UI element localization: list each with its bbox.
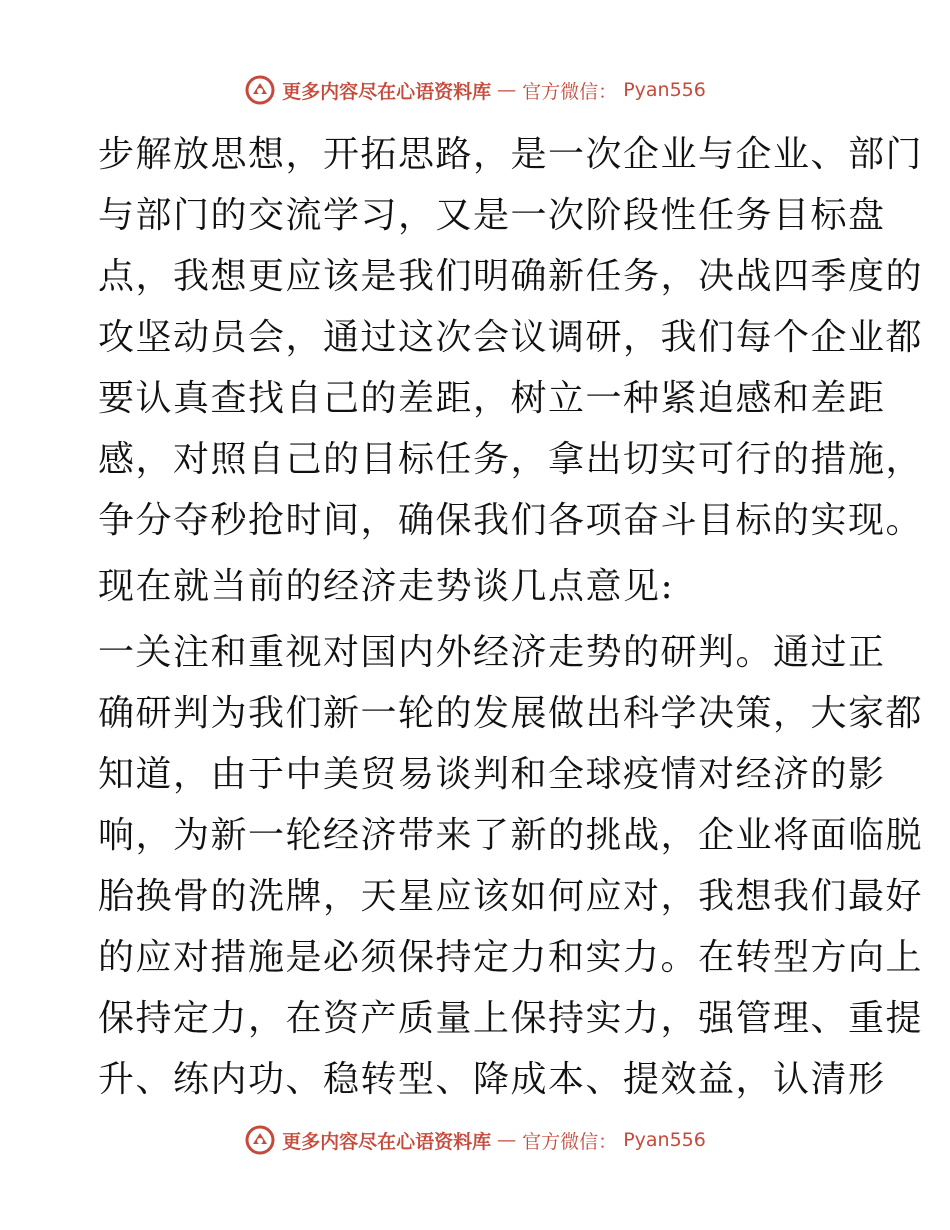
text-line: 一关注和重视对国内外经济走势的研判。通过正 bbox=[98, 632, 886, 673]
text-line: 步解放思想，开拓思路，是一次企业与企业、部门 bbox=[98, 134, 924, 175]
text-line: 的应对措施是必须保持定力和实力。在转型方向上 bbox=[98, 937, 924, 978]
watermark-official-label: 官方微信： bbox=[522, 80, 618, 103]
watermark-official-label: 官方微信： bbox=[522, 1130, 618, 1153]
logo-icon bbox=[244, 1124, 276, 1156]
logo-icon bbox=[244, 74, 276, 106]
text-line: 攻坚动员会，通过这次会议调研，我们每个企业都 bbox=[98, 317, 924, 358]
text-line: 感，对照自己的目标任务，拿出切实可行的措施， bbox=[98, 439, 924, 480]
watermark-wechat-id: Pyan556 bbox=[623, 1129, 706, 1151]
text-line: 确研判为我们新一轮的发展做出科学决策，大家都 bbox=[98, 693, 924, 734]
text-line: 与部门的交流学习，又是一次阶段性任务目标盘 bbox=[98, 195, 886, 236]
watermark-text: 更多内容尽在心语资料库 bbox=[282, 80, 492, 103]
document-body bbox=[98, 124, 924, 1110]
paragraph-2 bbox=[98, 556, 858, 617]
footer-watermark bbox=[0, 1120, 950, 1160]
header-watermark bbox=[0, 70, 950, 110]
text-line: 升、练内功、稳转型、降成本、提效益，认清形 bbox=[98, 1059, 886, 1100]
text-line: 点，我想更应该是我们明确新任务，决战四季度的 bbox=[98, 256, 924, 297]
text-line: 响，为新一轮经济带来了新的挑战，企业将面临脱 bbox=[98, 815, 924, 856]
paragraph-1 bbox=[98, 124, 924, 551]
text-line: 胎换骨的洗牌，天星应该如何应对，我想我们最好 bbox=[98, 876, 924, 917]
watermark-text: 更多内容尽在心语资料库 bbox=[282, 1130, 492, 1153]
paragraph-3 bbox=[98, 622, 924, 1110]
text-line: 保持定力，在资产质量上保持实力，强管理、重提 bbox=[98, 998, 924, 1039]
text-line: 现在就当前的经济走势谈几点意见: bbox=[98, 566, 675, 607]
text-line: 知道，由于中美贸易谈判和全球疫情对经济的影 bbox=[98, 754, 886, 795]
text-line: 争分夺秒抢时间，确保我们各项奋斗目标的实现。 bbox=[98, 500, 924, 541]
text-line: 要认真查找自己的差距，树立一种紧迫感和差距 bbox=[98, 378, 886, 419]
watermark-dash: — bbox=[497, 79, 517, 101]
watermark-dash: — bbox=[497, 1129, 517, 1151]
watermark-wechat-id: Pyan556 bbox=[623, 79, 706, 101]
